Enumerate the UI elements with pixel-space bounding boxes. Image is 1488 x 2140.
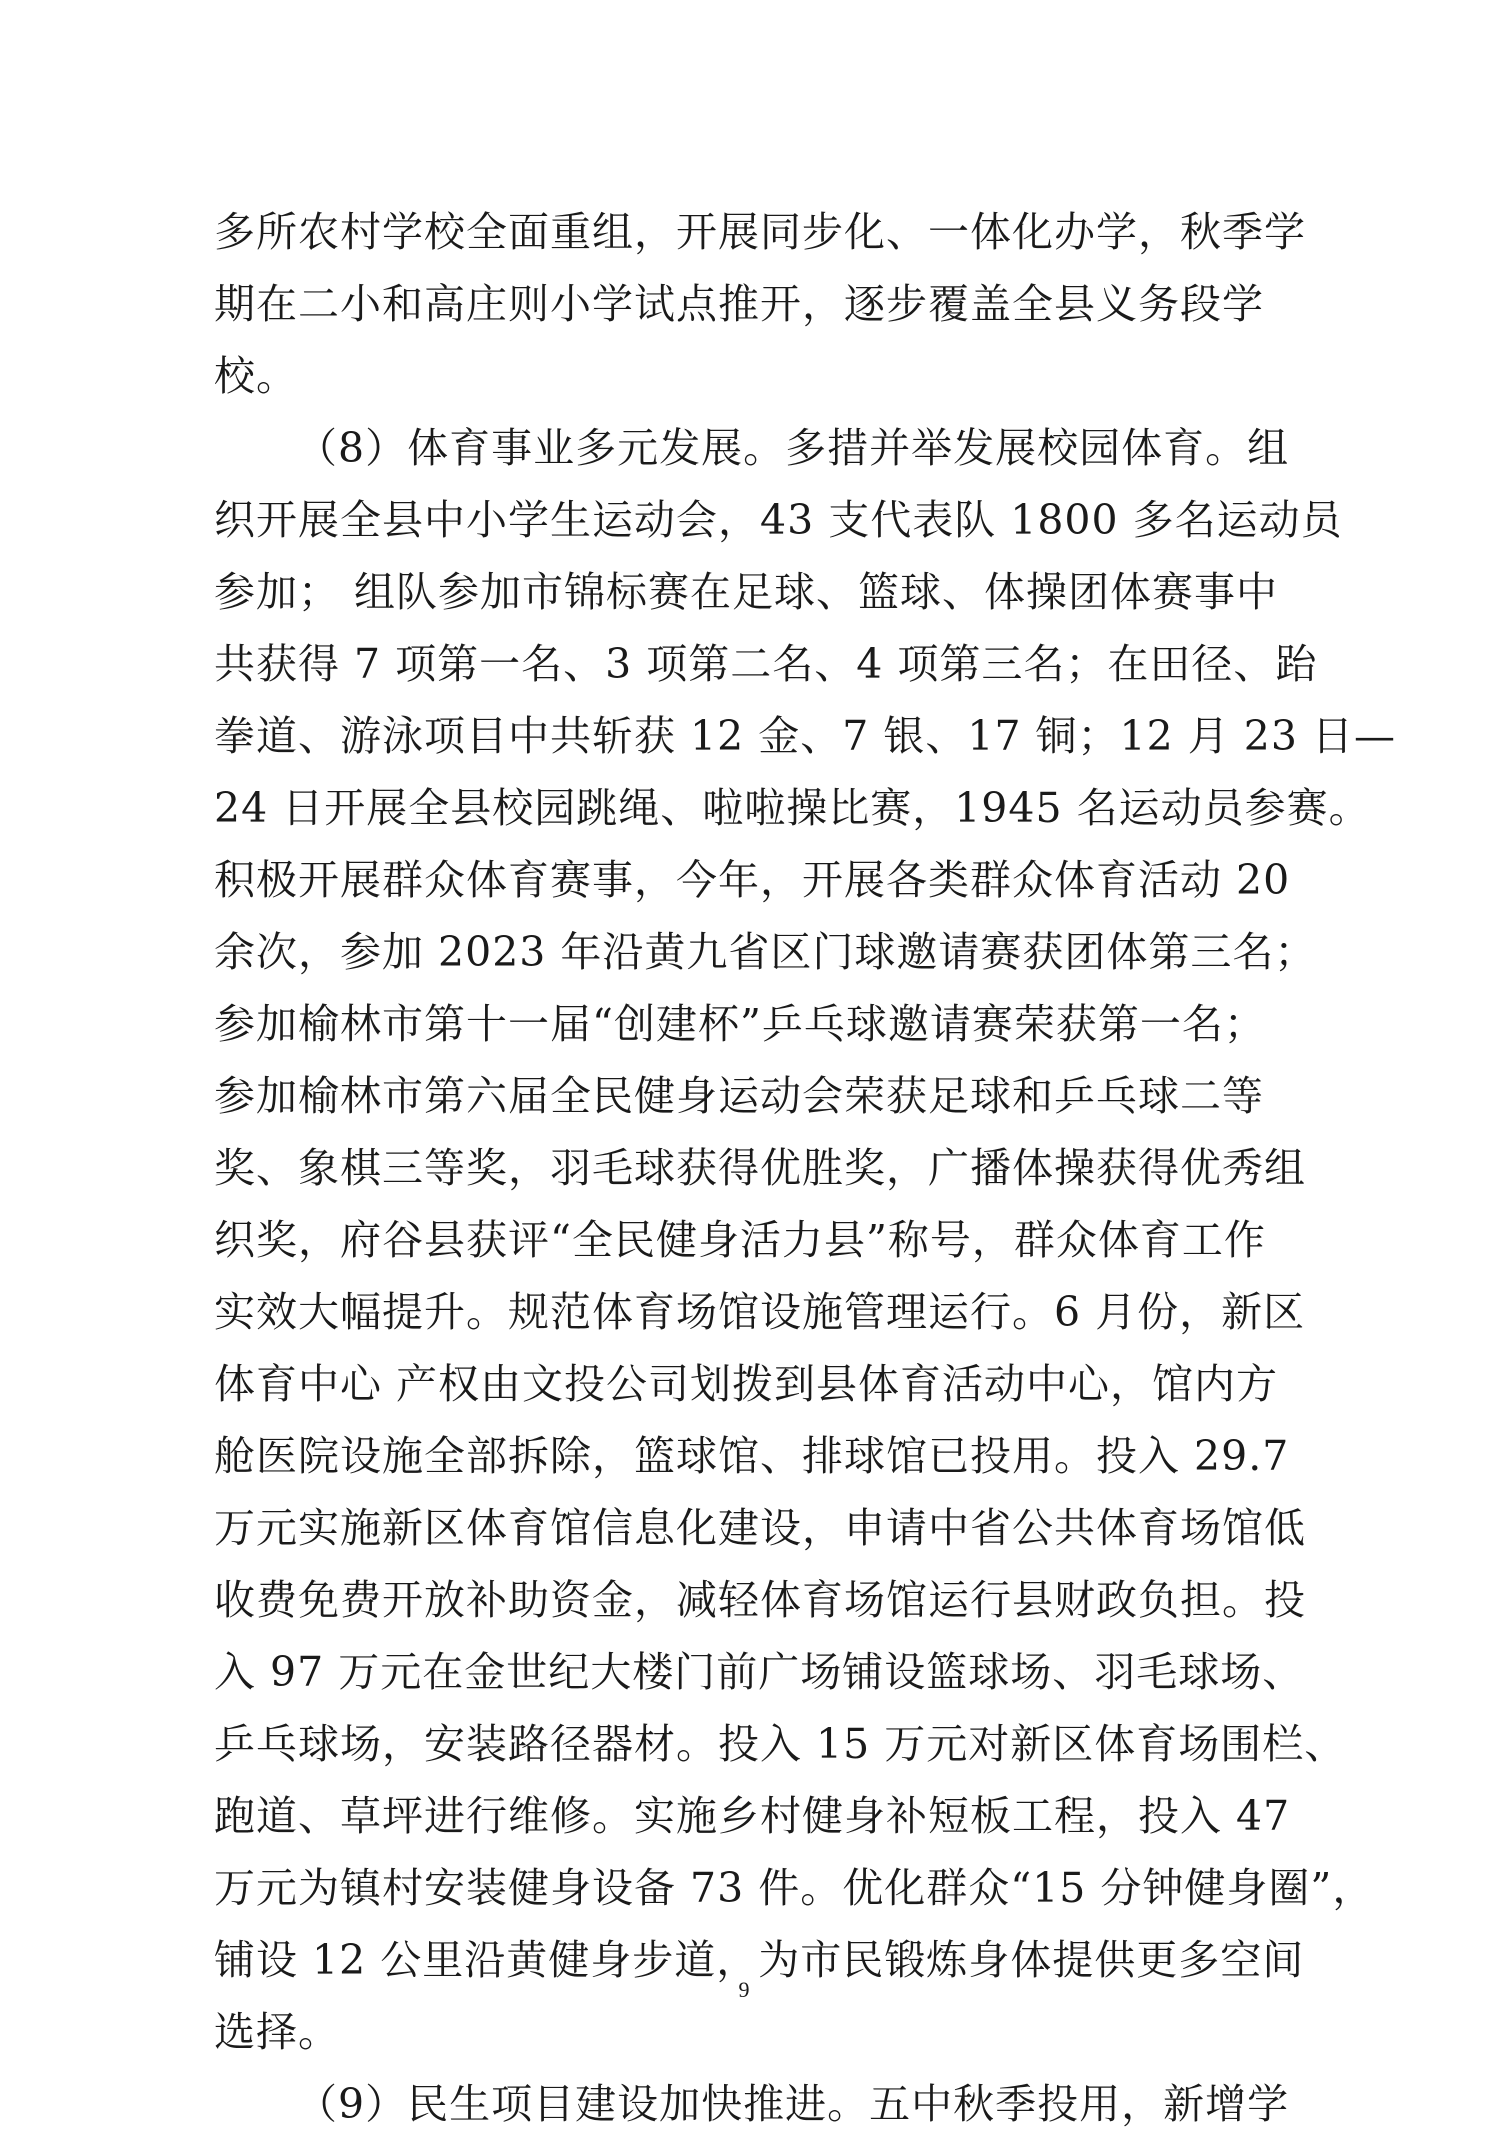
paragraph-8-heading-line: （8）体育事业多元发展。多措并举发展校园体育。组 — [296, 424, 1290, 472]
text-line: 共获得 7 项第一名、3 项第二名、4 项第三名；在田径、跆 — [214, 640, 1318, 688]
text-line: 舱医院设施全部拆除，篮球馆、排球馆已投用。投入 29.7 — [214, 1432, 1290, 1480]
text-line: 收费免费开放补助资金，减轻体育场馆运行县财政负担。投 — [214, 1576, 1306, 1624]
text-line: 织奖，府谷县获评“全民健身活力县”称号，群众体育工作 — [214, 1216, 1266, 1264]
text-line: 拳道、游泳项目中共斩获 12 金、7 银、17 铜；12 月 23 日— — [214, 712, 1396, 760]
text-line: 织开展全县中小学生运动会，43 支代表队 1800 多名运动员 — [214, 496, 1343, 544]
text-line: 参加榆林市第十一届“创建杯”乒乓球邀请赛荣获第一名； — [214, 1000, 1266, 1048]
text-line: 入 97 万元在金世纪大楼门前广场铺设篮球场、羽毛球场、 — [214, 1648, 1305, 1696]
text-line: 选择。 — [214, 2008, 340, 2056]
text-line: 万元为镇村安装健身设备 73 件。优化群众“15 分钟健身圈”， — [214, 1864, 1375, 1912]
text-line: 校。 — [214, 352, 298, 400]
text-line: 万元实施新区体育馆信息化建设，申请中省公共体育场馆低 — [214, 1504, 1306, 1552]
text-line: 多所农村学校全面重组，开展同步化、一体化办学，秋季学 — [214, 208, 1306, 256]
body-text — [214, 196, 1396, 2140]
text-line: 乒乓球场，安装路径器材。投入 15 万元对新区体育场围栏、 — [214, 1720, 1347, 1768]
text-line: 参加榆林市第六届全民健身运动会荣获足球和乒乓球二等 — [214, 1072, 1264, 1120]
text-line: 期在二小和高庄则小学试点推开，逐步覆盖全县义务段学 — [214, 280, 1264, 328]
text-line: 24 日开展全县校园跳绳、啦啦操比赛，1945 名运动员参赛。 — [214, 784, 1371, 832]
text-line: 余次，参加 2023 年沿黄九省区门球邀请赛获团体第三名； — [214, 928, 1317, 976]
text-line: 奖、象棋三等奖，羽毛球获得优胜奖，广播体操获得优秀组 — [214, 1144, 1306, 1192]
text-line: 铺设 12 公里沿黄健身步道，为市民锻炼身体提供更多空间 — [214, 1936, 1305, 1984]
paragraph-9-heading-line: （9）民生项目建设加快推进。五中秋季投用，新增学 — [296, 2080, 1290, 2128]
text-line: 实效大幅提升。规范体育场馆设施管理运行。6 月份，新区 — [214, 1288, 1306, 1336]
page-number: 9 — [738, 1977, 750, 2002]
text-line: 积极开展群众体育赛事，今年，开展各类群众体育活动 20 — [214, 856, 1291, 904]
text-line: 体育中心 产权由文投公司划拨到县体育活动中心，馆内方 — [214, 1360, 1279, 1408]
text-line: 跑道、草坪进行维修。实施乡村健身补短板工程，投入 47 — [214, 1792, 1291, 1840]
text-line: 参加； 组队参加市锦标赛在足球、篮球、体操团体赛事中 — [214, 568, 1279, 616]
